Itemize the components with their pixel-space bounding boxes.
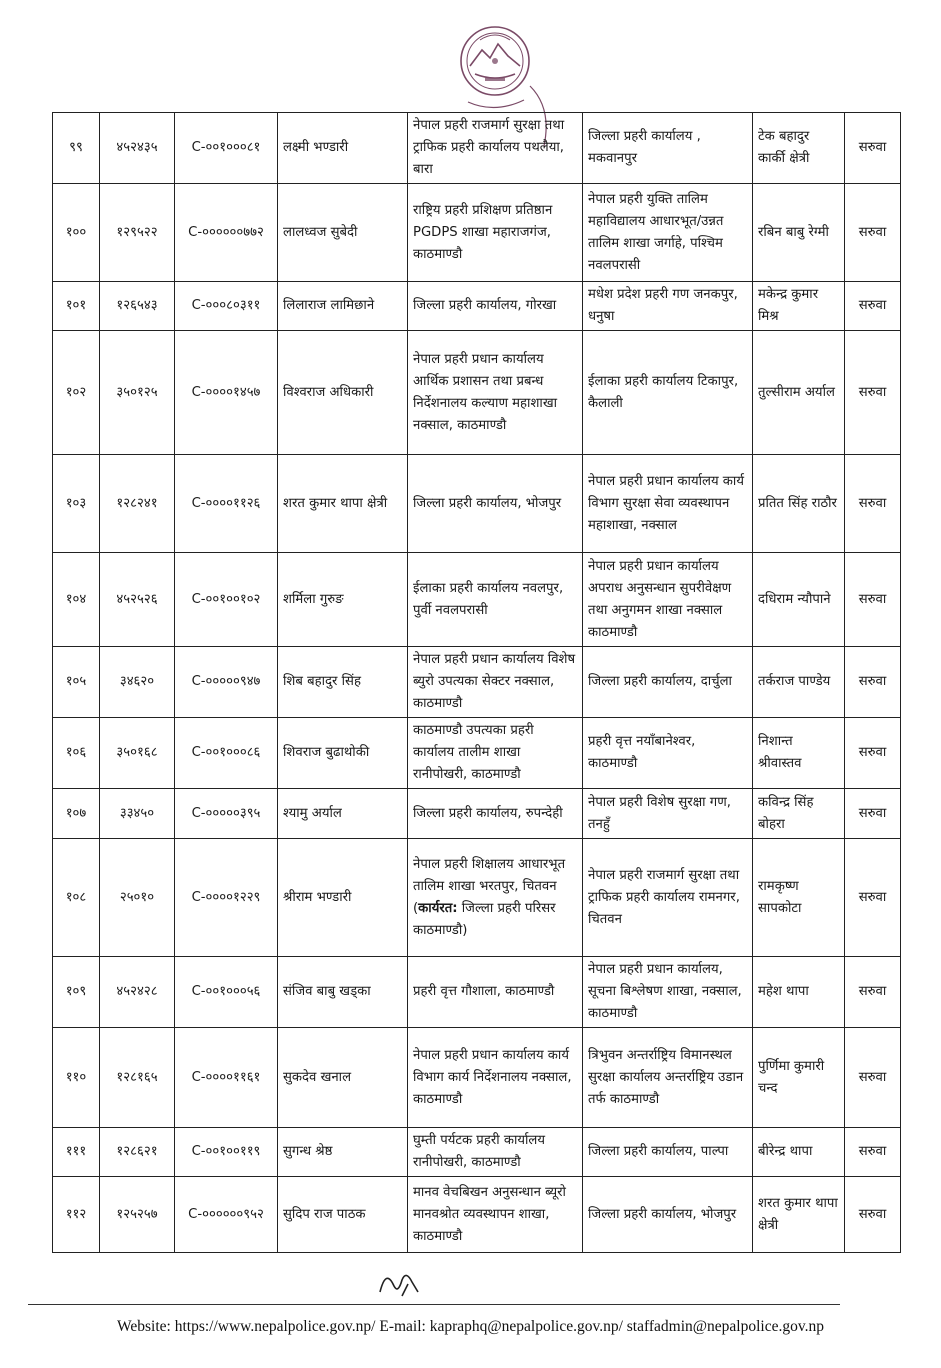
new-office-cell: नेपाल प्रहरी विशेष सुरक्षा गण, तनहुँ bbox=[583, 789, 753, 839]
new-office-cell: ईलाका प्रहरी कार्यालय टिकापुर, कैलाली bbox=[583, 331, 753, 455]
serial-number-cell: १०६ bbox=[53, 718, 100, 789]
action-cell: सरुवा bbox=[845, 553, 901, 647]
table-row bbox=[53, 553, 901, 647]
serial-number-cell: १०० bbox=[53, 184, 100, 282]
table-row bbox=[53, 647, 901, 718]
new-office-cell: त्रिभुवन अन्तर्राष्ट्रिय विमानस्थल सुरक्षा कार्यालय अन्तर्राष्ट्रिय उडान तर्फ काठमाण्डौ bbox=[583, 1028, 753, 1128]
police-id-cell: ३३४५० bbox=[100, 789, 175, 839]
code-cell: C-००००००७७२ bbox=[175, 184, 278, 282]
transfer-list-table bbox=[52, 112, 901, 1253]
table-body bbox=[53, 113, 901, 1253]
police-id-cell: १२८२४१ bbox=[100, 455, 175, 553]
new-office-cell: नेपाल प्रहरी राजमार्ग सुरक्षा तथा ट्राफिक प्रहरी कार्यालय रामनगर, चितवन bbox=[583, 839, 753, 957]
table-row bbox=[53, 839, 901, 957]
serial-number-cell: १०७ bbox=[53, 789, 100, 839]
table-row bbox=[53, 718, 901, 789]
name-cell: श्यामु अर्याल bbox=[278, 789, 408, 839]
replacement-cell: कविन्द्र सिंह बोहरा bbox=[753, 789, 845, 839]
police-id-cell: १२९५२२ bbox=[100, 184, 175, 282]
replacement-cell: प्रतित सिंह राठौर bbox=[753, 455, 845, 553]
police-id-cell: ३५०१२५ bbox=[100, 331, 175, 455]
police-id-cell: ४५२४२८ bbox=[100, 957, 175, 1028]
current-office-cell: नेपाल प्रहरी राजमार्ग सुरक्षा तथा ट्राफिक प्रहरी कार्यालय पथलैया, बारा bbox=[408, 113, 583, 184]
police-id-cell: ४५२४३५ bbox=[100, 113, 175, 184]
current-office-cell: जिल्ला प्रहरी कार्यालय, भोजपुर bbox=[408, 455, 583, 553]
current-office-cell: काठमाण्डौ उपत्यका प्रहरी कार्यालय तालीम शाखा रानीपोखरी, काठमाण्डौ bbox=[408, 718, 583, 789]
serial-number-cell: १०४ bbox=[53, 553, 100, 647]
replacement-cell: मकेन्द्र कुमार मिश्र bbox=[753, 282, 845, 331]
signature bbox=[372, 1262, 436, 1302]
code-cell: C-००१००११९ bbox=[175, 1128, 278, 1177]
code-cell: C-०००८०३११ bbox=[175, 282, 278, 331]
police-id-cell: १२८६२१ bbox=[100, 1128, 175, 1177]
new-office-cell: प्रहरी वृत्त नयाँबानेश्वर, काठमाण्डौ bbox=[583, 718, 753, 789]
name-cell: शर्मिला गुरुङ bbox=[278, 553, 408, 647]
current-office-cell: घुम्ती पर्यटक प्रहरी कार्यालय रानीपोखरी, काठमाण्डौ bbox=[408, 1128, 583, 1177]
action-cell: सरुवा bbox=[845, 839, 901, 957]
new-office-cell: जिल्ला प्रहरी कार्यालय, भोजपुर bbox=[583, 1177, 753, 1253]
new-office-cell: नेपाल प्रहरी युक्ति तालिम महाविद्यालय आधारभूत/उन्नत तालिम शाखा जर्गाहे, पश्चिम नवलपरासी bbox=[583, 184, 753, 282]
action-cell: सरुवा bbox=[845, 455, 901, 553]
code-cell: C-००१०००८६ bbox=[175, 718, 278, 789]
serial-number-cell: १०२ bbox=[53, 331, 100, 455]
new-office-cell: नेपाल प्रहरी प्रधान कार्यालय अपराध अनुसन्धान सुपरीवेक्षण तथा अनुगमन शाखा नक्साल काठमाण्डौ bbox=[583, 553, 753, 647]
working-at-text: जिल्ला प्रहरी परिसर काठमाण्डौ bbox=[413, 900, 556, 938]
code-cell: C-०००००३९५ bbox=[175, 789, 278, 839]
action-cell: सरुवा bbox=[845, 1028, 901, 1128]
serial-number-cell: १११ bbox=[53, 1128, 100, 1177]
footer-divider bbox=[28, 1304, 840, 1305]
code-cell: C-००००११६१ bbox=[175, 1028, 278, 1128]
name-cell: लिलाराज लामिछाने bbox=[278, 282, 408, 331]
name-cell: सुदिप राज पाठक bbox=[278, 1177, 408, 1253]
code-cell: C-००१०००८१ bbox=[175, 113, 278, 184]
police-id-cell: ४५२५२६ bbox=[100, 553, 175, 647]
new-office-cell: नेपाल प्रहरी प्रधान कार्यालय कार्य विभाग सुरक्षा सेवा व्यवस्थापन महाशाखा, नक्साल bbox=[583, 455, 753, 553]
current-office-cell: नेपाल प्रहरी शिक्षालय आधारभूत तालिम शाखा भरतपुर, चितवन (कार्यरत: जिल्ला प्रहरी परिसर काठमाण्डौ) bbox=[408, 839, 583, 957]
working-at-label: कार्यरत: bbox=[418, 900, 458, 916]
current-office-cell: मानव वेचबिखन अनुसन्धान ब्यूरो मानवश्रोत व्यवस्थापन शाखा, काठमाण्डौ bbox=[408, 1177, 583, 1253]
action-cell: सरुवा bbox=[845, 184, 901, 282]
action-cell: सरुवा bbox=[845, 113, 901, 184]
table-row bbox=[53, 184, 901, 282]
table-row bbox=[53, 331, 901, 455]
replacement-cell: पुर्णिमा कुमारी चन्द bbox=[753, 1028, 845, 1128]
code-cell: C-००१०००५६ bbox=[175, 957, 278, 1028]
current-office-cell: जिल्ला प्रहरी कार्यालय, रुपन्देही bbox=[408, 789, 583, 839]
table-row bbox=[53, 282, 901, 331]
new-office-cell: जिल्ला प्रहरी कार्यालय, पाल्पा bbox=[583, 1128, 753, 1177]
name-cell: विश्वराज अधिकारी bbox=[278, 331, 408, 455]
police-id-cell: ३४६२० bbox=[100, 647, 175, 718]
current-office-cell: नेपाल प्रहरी प्रधान कार्यालय आर्थिक प्रशासन तथा प्रबन्ध निर्देशनालय कल्याण महाशाखा नक्साल, काठमाण्डौ bbox=[408, 331, 583, 455]
replacement-cell: तुल्सीराम अर्याल bbox=[753, 331, 845, 455]
current-office-cell: राष्ट्रिय प्रहरी प्रशिक्षण प्रतिष्ठान PGDPS शाखा महाराजगंज, काठमाण्डौ bbox=[408, 184, 583, 282]
serial-number-cell: १०१ bbox=[53, 282, 100, 331]
action-cell: सरुवा bbox=[845, 789, 901, 839]
new-office-cell: जिल्ला प्रहरी कार्यालय, दार्चुला bbox=[583, 647, 753, 718]
code-cell: C-००००००९५२ bbox=[175, 1177, 278, 1253]
name-cell: सुकदेव खनाल bbox=[278, 1028, 408, 1128]
name-cell: शिवराज बुढाथोकी bbox=[278, 718, 408, 789]
name-cell: सुगन्ध श्रेष्ठ bbox=[278, 1128, 408, 1177]
current-office-cell: नेपाल प्रहरी प्रधान कार्यालय कार्य विभाग कार्य निर्देशनालय नक्साल, काठमाण्डौ bbox=[408, 1028, 583, 1128]
replacement-cell: महेश थापा bbox=[753, 957, 845, 1028]
table-row bbox=[53, 957, 901, 1028]
new-office-cell: जिल्ला प्रहरी कार्यालय , मकवानपुर bbox=[583, 113, 753, 184]
replacement-cell: दधिराम न्यौपाने bbox=[753, 553, 845, 647]
code-cell: C-००००११२६ bbox=[175, 455, 278, 553]
name-cell: शिब बहादुर सिंह bbox=[278, 647, 408, 718]
table-row bbox=[53, 1177, 901, 1253]
name-cell: शरत कुमार थापा क्षेत्री bbox=[278, 455, 408, 553]
new-office-cell: मधेश प्रदेश प्रहरी गण जनकपुर, धनुषा bbox=[583, 282, 753, 331]
current-office-cell: नेपाल प्रहरी प्रधान कार्यालय विशेष ब्युरो उपत्यका सेक्टर नक्साल, काठमाण्डौ bbox=[408, 647, 583, 718]
replacement-cell: टेक बहादुर कार्की क्षेत्री bbox=[753, 113, 845, 184]
police-id-cell: १२८१६५ bbox=[100, 1028, 175, 1128]
serial-number-cell: ९९ bbox=[53, 113, 100, 184]
serial-number-cell: १०९ bbox=[53, 957, 100, 1028]
code-cell: C-००००१४५७ bbox=[175, 331, 278, 455]
code-cell: C-०००००९४७ bbox=[175, 647, 278, 718]
current-office-cell: ईलाका प्रहरी कार्यालय नवलपुर, पुर्वी नवलपरासी bbox=[408, 553, 583, 647]
table-row bbox=[53, 455, 901, 553]
serial-number-cell: १०८ bbox=[53, 839, 100, 957]
name-cell: संजिव बाबु खड्का bbox=[278, 957, 408, 1028]
serial-number-cell: १०३ bbox=[53, 455, 100, 553]
new-office-cell: नेपाल प्रहरी प्रधान कार्यालय, सूचना बिश्लेषण शाखा, नक्साल, काठमाण्डौ bbox=[583, 957, 753, 1028]
name-cell: श्रीराम भण्डारी bbox=[278, 839, 408, 957]
serial-number-cell: ११२ bbox=[53, 1177, 100, 1253]
name-cell: लालध्वज सुबेदी bbox=[278, 184, 408, 282]
code-cell: C-००००१२२९ bbox=[175, 839, 278, 957]
current-office-cell: जिल्ला प्रहरी कार्यालय, गोरखा bbox=[408, 282, 583, 331]
replacement-cell: तर्कराज पाण्डेय bbox=[753, 647, 845, 718]
name-cell: लक्ष्मी भण्डारी bbox=[278, 113, 408, 184]
table-row bbox=[53, 113, 901, 184]
serial-number-cell: ११० bbox=[53, 1028, 100, 1128]
police-id-cell: १२५२५७ bbox=[100, 1177, 175, 1253]
action-cell: सरुवा bbox=[845, 282, 901, 331]
action-cell: सरुवा bbox=[845, 331, 901, 455]
police-id-cell: १२६५४३ bbox=[100, 282, 175, 331]
replacement-cell: निशान्त श्रीवास्तव bbox=[753, 718, 845, 789]
replacement-cell: शरत कुमार थापा क्षेत्री bbox=[753, 1177, 845, 1253]
police-id-cell: ३५०१६८ bbox=[100, 718, 175, 789]
code-cell: C-००१००१०२ bbox=[175, 553, 278, 647]
table-row bbox=[53, 1128, 901, 1177]
action-cell: सरुवा bbox=[845, 1177, 901, 1253]
action-cell: सरुवा bbox=[845, 1128, 901, 1177]
replacement-cell: रामकृष्ण सापकोटा bbox=[753, 839, 845, 957]
current-office-text: नेपाल प्रहरी शिक्षालय आधारभूत तालिम शाखा भरतपुर, चितवन bbox=[413, 856, 566, 894]
replacement-cell: बीरेन्द्र थापा bbox=[753, 1128, 845, 1177]
table-row bbox=[53, 1028, 901, 1128]
table-row bbox=[53, 789, 901, 839]
police-id-cell: २५०१० bbox=[100, 839, 175, 957]
current-office-cell: प्रहरी वृत्त गौशाला, काठमाण्डौ bbox=[408, 957, 583, 1028]
serial-number-cell: १०५ bbox=[53, 647, 100, 718]
footer-contact: Website: https://www.nepalpolice.gov.np/ E-mail: kapraphq@nepalpolice.gov.np/ staffadmin@nepalpolice.gov.np bbox=[117, 1318, 824, 1335]
action-cell: सरुवा bbox=[845, 647, 901, 718]
action-cell: सरुवा bbox=[845, 718, 901, 789]
action-cell: सरुवा bbox=[845, 957, 901, 1028]
replacement-cell: रबिन बाबु रेग्मी bbox=[753, 184, 845, 282]
